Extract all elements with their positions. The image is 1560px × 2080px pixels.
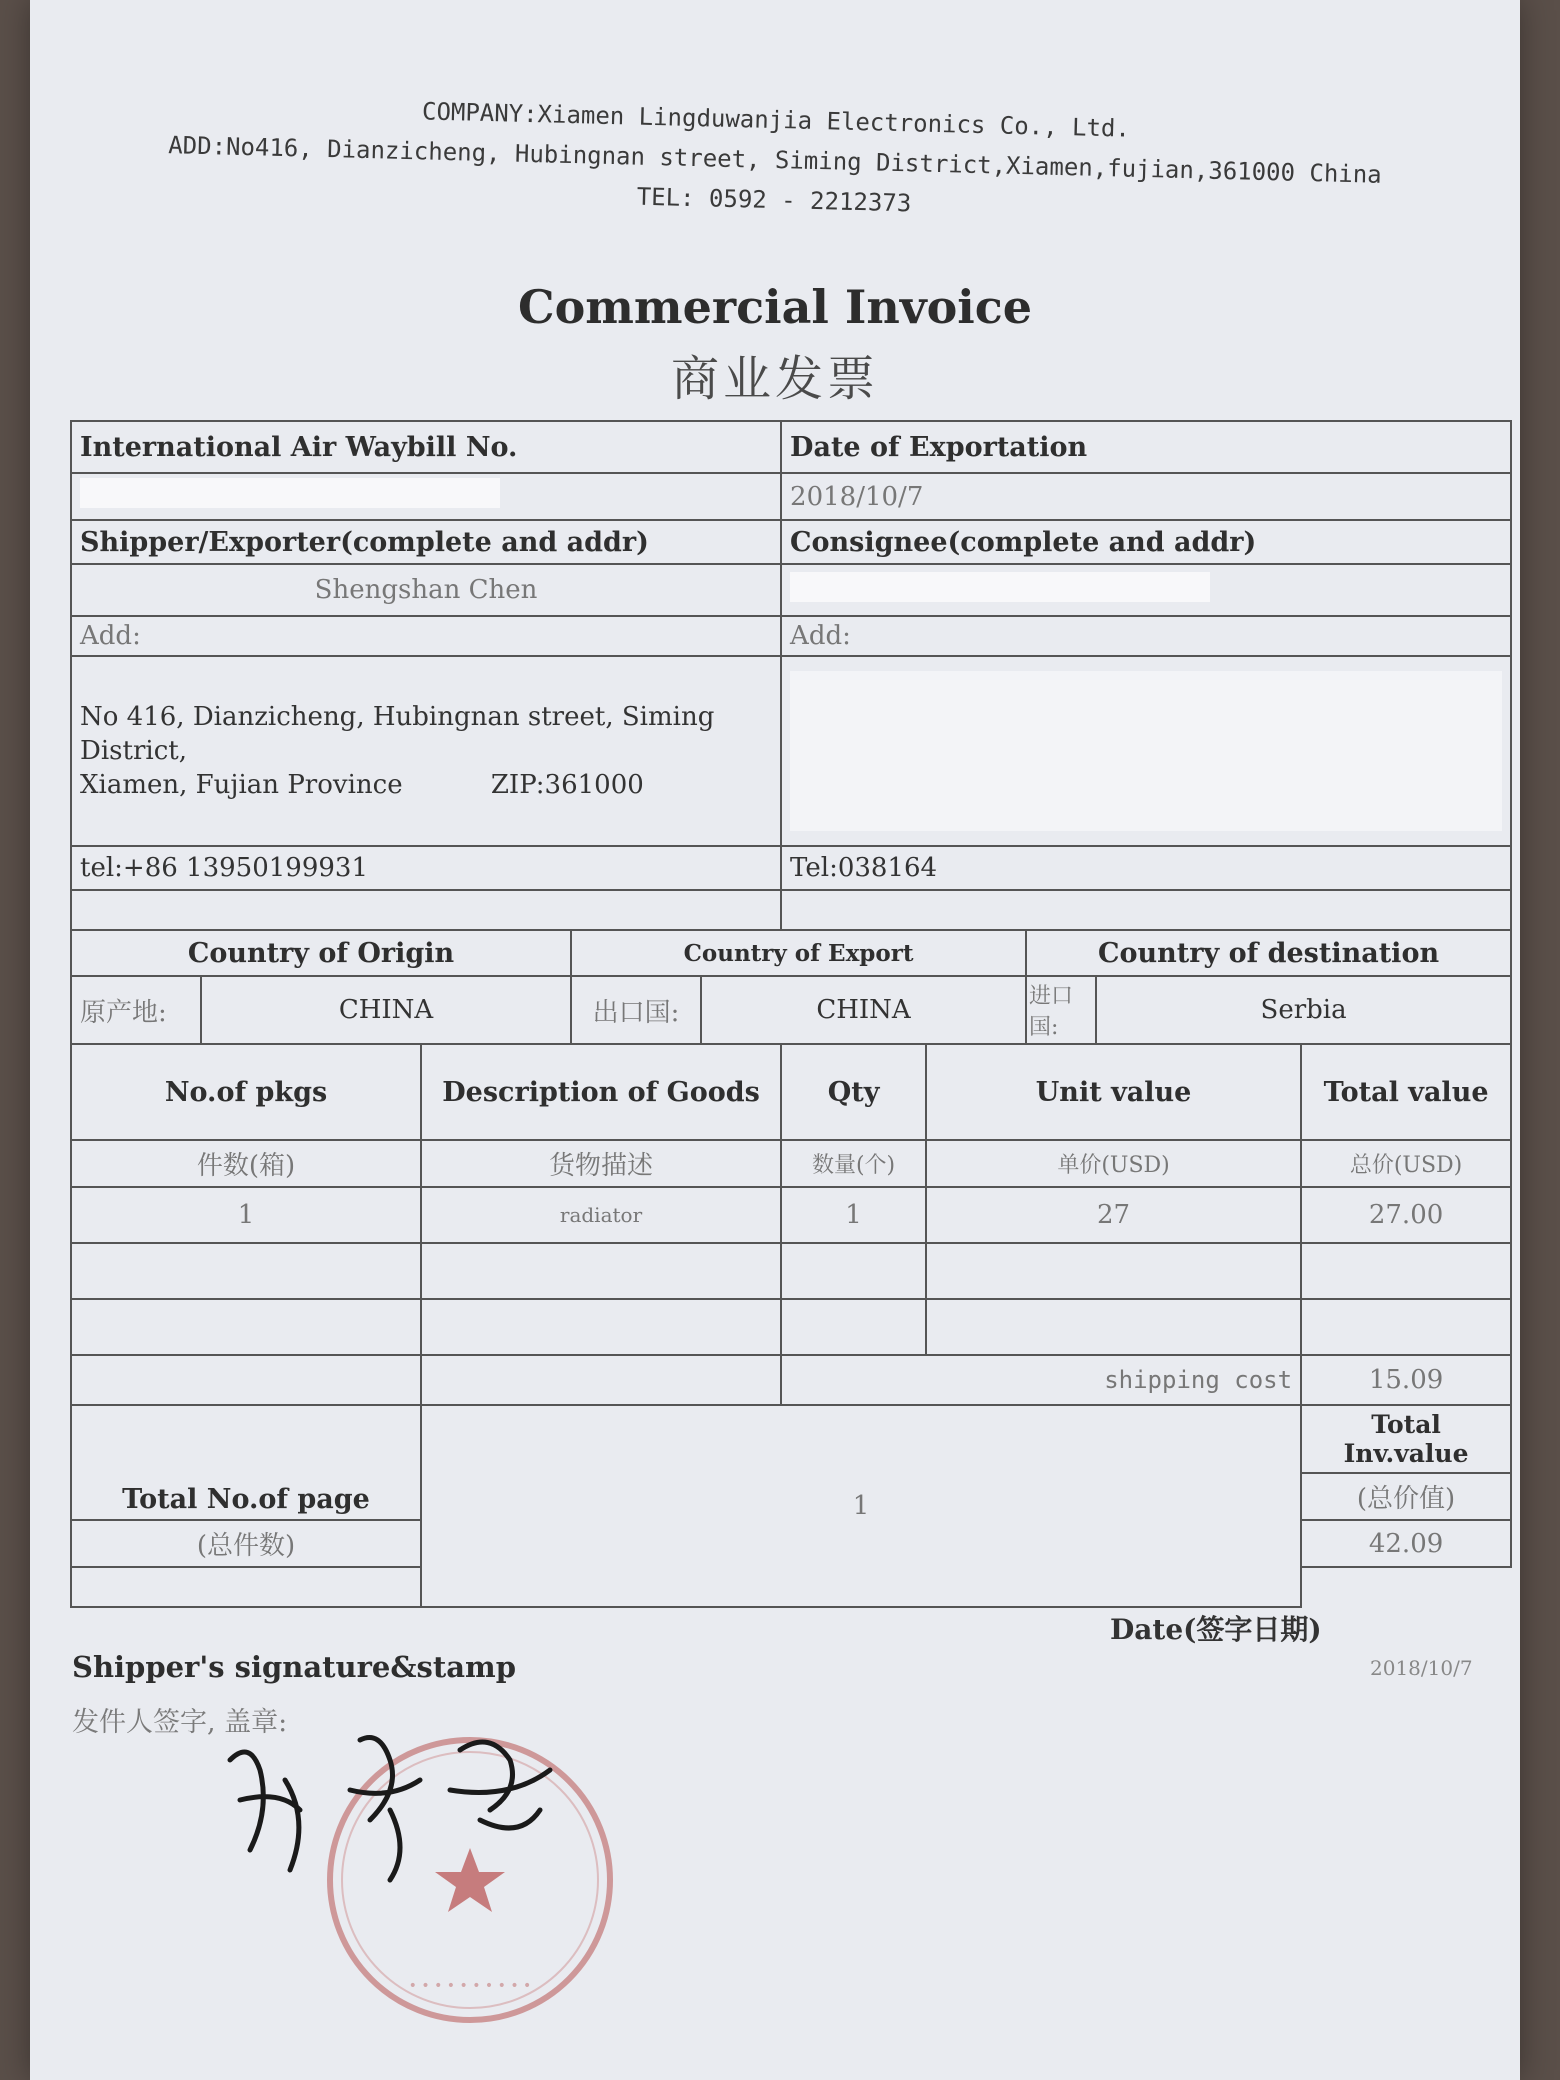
export-date-value: 2018/10/7	[781, 473, 1511, 520]
goods-cell-qty: 1	[781, 1187, 926, 1243]
goods-header-pkgs: No.of pkgs	[71, 1044, 421, 1140]
goods-header-qty: Qty	[781, 1044, 926, 1140]
company-name: COMPANY:Xiamen Lingduwanjia Electronics Co., Ltd.	[421, 97, 1131, 143]
export-cn: 出口国:	[571, 976, 701, 1044]
total-pages-label: Total No.of page	[71, 1405, 421, 1520]
signature-date: 2018/10/7	[1370, 1656, 1473, 1680]
destination-cn: 进口国:	[1026, 976, 1096, 1044]
consignee-address	[781, 656, 1511, 846]
shipper-zip: ZIP:361000	[490, 770, 644, 800]
origin-label: Country of Origin	[71, 930, 571, 976]
goods-cell-description: radiator	[421, 1187, 781, 1243]
total-inv-value: 42.09	[1301, 1520, 1511, 1567]
total-inv-label: Total Inv.value	[1301, 1405, 1511, 1473]
company-tel: TEL: 0592 - 2212373	[636, 182, 912, 218]
shipper-blank-row	[71, 890, 781, 930]
consignee-label: Consignee(complete and addr)	[781, 520, 1511, 564]
goods-header-description: Description of Goods	[421, 1044, 781, 1140]
goods-cell-unit: 27	[926, 1187, 1301, 1243]
consignee-add-label: Add:	[781, 616, 1511, 656]
signature-cn-label: 发件人签字, 盖章:	[72, 1707, 288, 1738]
goods-header-unit-value: Unit value	[926, 1044, 1301, 1140]
goods-header-cn-description: 货物描述	[421, 1140, 781, 1187]
shipper-address-line1: No 416, Dianzicheng, Hubingnan street, Siming District,	[80, 702, 715, 766]
table-row	[71, 1299, 1511, 1355]
export-value: CHINA	[701, 976, 1026, 1044]
goods-header-total-value: Total value	[1301, 1044, 1511, 1140]
goods-header-cn-qty: 数量(个)	[781, 1140, 926, 1187]
date-label: Date(签字日期)	[1110, 1613, 1322, 1646]
consignee-blank-row	[781, 890, 1511, 930]
table-row	[71, 1243, 1511, 1299]
goods-header-cn-unit: 单价(USD)	[926, 1140, 1301, 1187]
table-row	[71, 1187, 1511, 1243]
total-inv-cn: (总价值)	[1301, 1473, 1511, 1520]
shipping-row	[71, 1355, 1511, 1405]
export-date-label: Date of Exportation	[781, 421, 1511, 473]
shipper-tel: tel:+86 13950199931	[71, 846, 781, 890]
goods-cell-total: 27.00	[1301, 1187, 1511, 1243]
shipping-cost-value: 15.09	[1301, 1355, 1511, 1405]
waybill-label: International Air Waybill No.	[71, 421, 781, 473]
destination-label: Country of destination	[1026, 930, 1511, 976]
goods-cell-pkgs: 1	[71, 1187, 421, 1243]
redacted-waybill	[80, 478, 500, 508]
redacted-consignee-address	[790, 671, 1502, 831]
goods-header-cn-total: 总价(USD)	[1301, 1140, 1511, 1187]
origin-cn: 原产地:	[71, 976, 201, 1044]
origin-value: CHINA	[201, 976, 571, 1044]
invoice-paper	[30, 0, 1520, 2080]
export-country-label: Country of Export	[571, 930, 1026, 976]
shipper-label: Shipper/Exporter(complete and addr)	[71, 520, 781, 564]
handwritten-signature	[190, 1700, 610, 1900]
destination-value: Serbia	[1096, 976, 1511, 1044]
consignee-tel: Tel:038164	[781, 846, 1511, 890]
company-header	[29, 82, 1521, 238]
company-address: ADD:No416, Dianzicheng, Hubingnan street, Siming District,Xiamen,fujian,361000 China	[167, 131, 1383, 189]
shipper-add-label: Add:	[71, 616, 781, 656]
consignee-name	[781, 564, 1511, 616]
total-pages-cn: (总件数)	[71, 1520, 421, 1567]
total-pages-value: 1	[421, 1405, 1301, 1607]
waybill-value	[71, 473, 781, 520]
shipping-cost-label: shipping cost	[781, 1355, 1301, 1405]
invoice-subtitle: 商业发票	[670, 351, 879, 407]
signature-label: Shipper's signature&stamp	[72, 1650, 516, 1684]
shipper-address-line2: Xiamen, Fujian Province ZIP:361000	[80, 770, 644, 800]
shipper-name: Shengshan Chen	[71, 564, 781, 616]
svg-text:• • • • • • • • • •: • • • • • • • • • •	[408, 1978, 532, 1994]
redacted-consignee-name	[790, 572, 1210, 602]
invoice-title: Commercial Invoice	[517, 280, 1033, 334]
shipper-address	[71, 656, 781, 846]
invoice-table	[70, 420, 1512, 1608]
goods-header-cn-pkgs: 件数(箱)	[71, 1140, 421, 1187]
